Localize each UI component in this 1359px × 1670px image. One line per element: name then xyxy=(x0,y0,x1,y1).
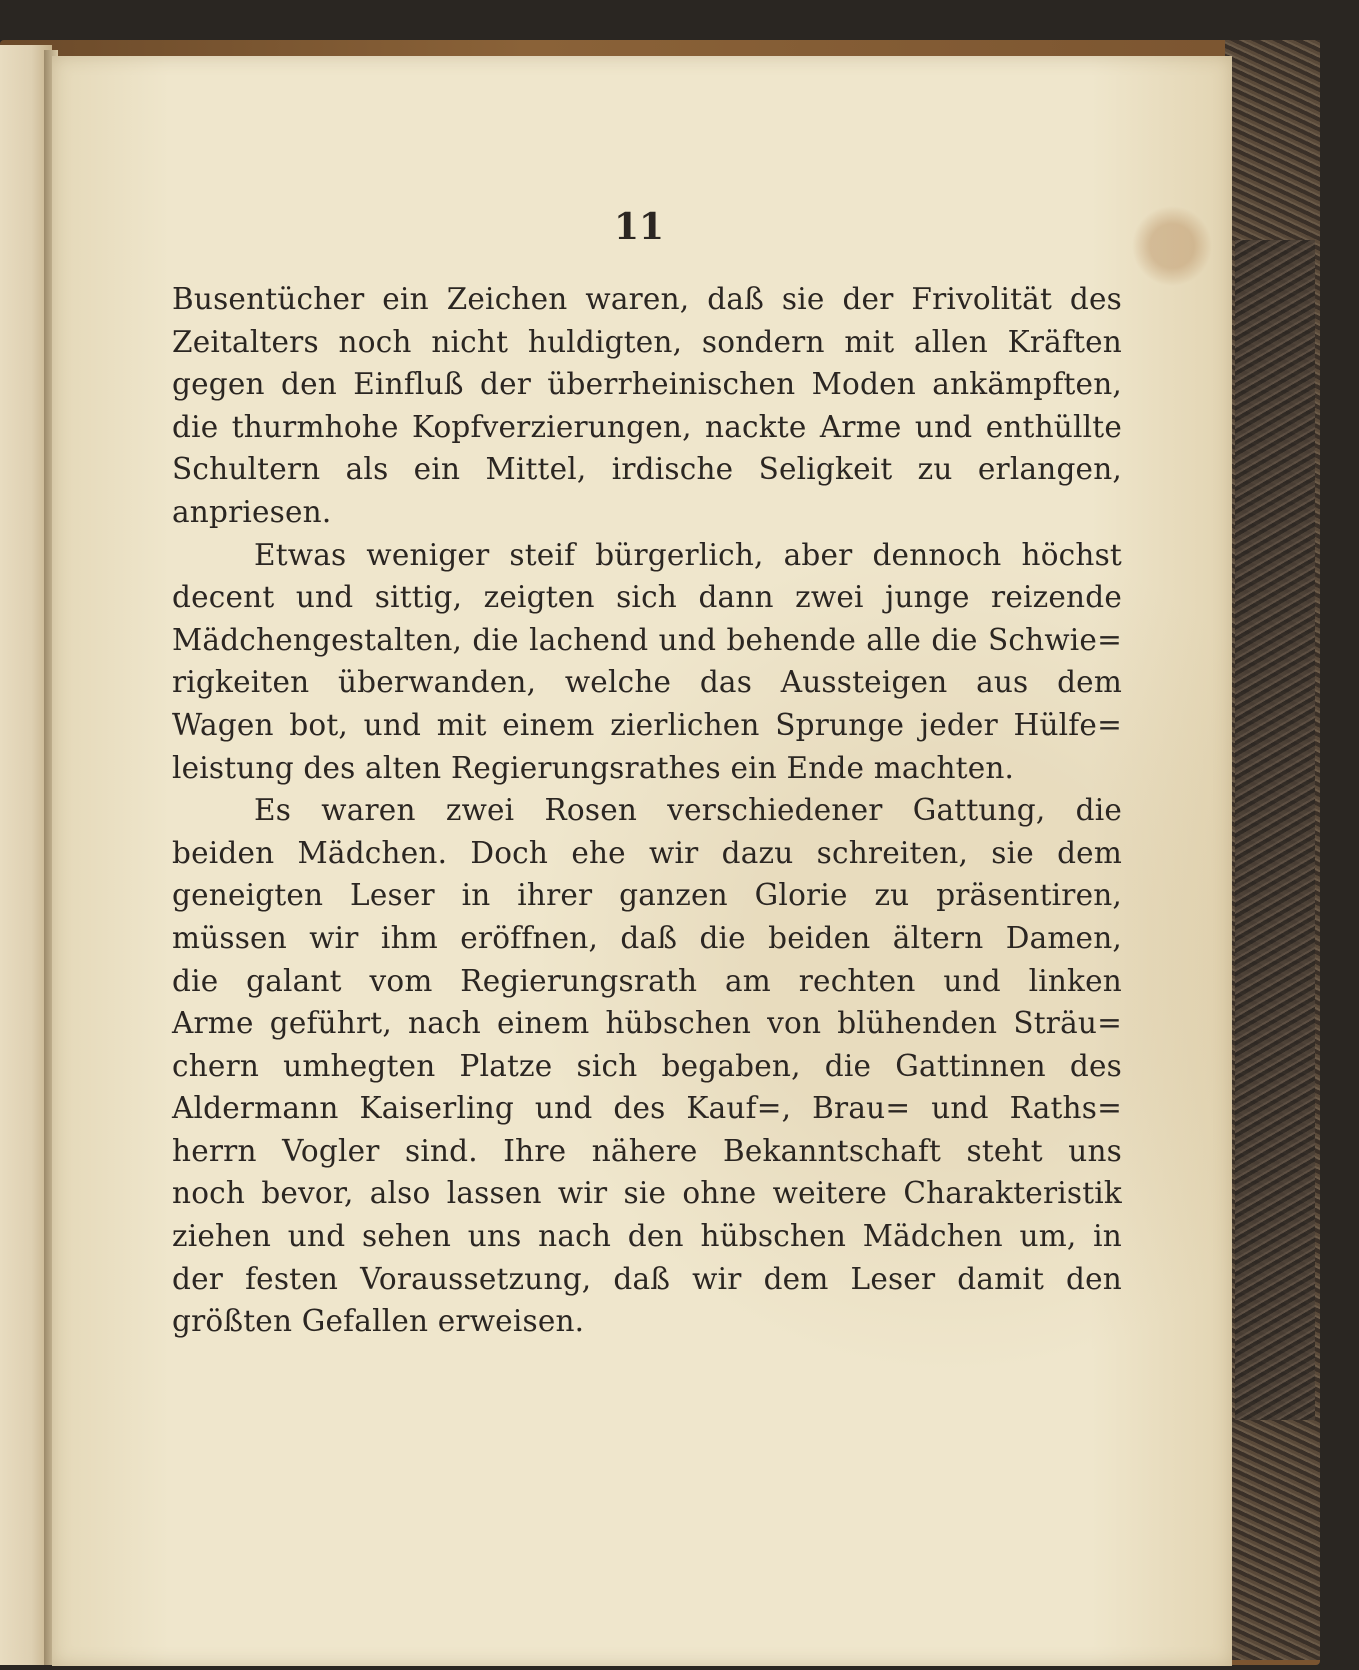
text-line: geneigten Leser in ihrer ganzen Glorie zu präsentiren, xyxy=(172,878,1122,913)
text-line: herrn Vogler sind. Ihre nähere Bekanntschaft steht uns xyxy=(172,1133,1122,1168)
text-line: müssen wir ihm eröffnen, daß die beiden ältern Damen, xyxy=(172,920,1122,955)
text-line: Aldermann Kaiserling und des Kauf=, Brau= und Raths= xyxy=(172,1091,1122,1126)
text-line: der festen Voraussetzung, daß wir dem Leser damit den xyxy=(172,1261,1122,1296)
text-line: rigkeiten überwanden, welche das Aussteigen aus dem xyxy=(172,665,1122,700)
text-line: gegen den Einfluß der überrheinischen Moden ankämpften, xyxy=(172,367,1122,402)
body-text xyxy=(172,278,1122,1343)
text-line: ziehen und sehen uns nach den hübschen Mädchen um, in xyxy=(172,1219,1122,1254)
text-line: beiden Mädchen. Doch ehe wir dazu schreiten, sie dem xyxy=(172,835,1122,870)
text-line: noch bevor, also lassen wir sie ohne weitere Charakteristik xyxy=(172,1176,1122,1211)
text-line: leistung des alten Regierungsrathes ein Ende machten. xyxy=(172,750,1015,785)
text-line: Es waren zwei Rosen verschiedener Gattung, die xyxy=(254,793,1122,828)
page xyxy=(52,56,1232,1666)
text-line: Zeitalters noch nicht huldigten, sondern mit allen Kräften xyxy=(172,324,1122,359)
text-line: Etwas weniger steif bürgerlich, aber dennoch höchst xyxy=(254,537,1122,572)
text-line: chern umhegten Platze sich begaben, die Gattinnen des xyxy=(172,1048,1122,1083)
text-line: anpriesen. xyxy=(172,494,332,529)
text-line: decent und sittig, zeigten sich dann zwei junge reizende xyxy=(172,580,1122,615)
text-line: Mädchengestalten, die lachend und behende alle die Schwie= xyxy=(172,622,1122,657)
cover-marbled-board xyxy=(1235,240,1315,1420)
page-number: 11 xyxy=(614,206,665,248)
text-line: Arme geführt, nach einem hübschen von blühenden Sträu= xyxy=(172,1006,1122,1041)
text-line: Schultern als ein Mittel, irdische Seligkeit zu erlangen, xyxy=(172,452,1122,487)
text-line: die galant vom Regierungsrath am rechten und linken xyxy=(172,963,1122,998)
text-line: größten Gefallen erweisen. xyxy=(172,1304,585,1339)
text-line: Wagen bot, und mit einem zierlichen Sprunge jeder Hülfe= xyxy=(172,707,1122,742)
text-line: die thurmhohe Kopfverzierungen, nackte Arme und enthüllte xyxy=(172,409,1122,444)
text-line: Busentücher ein Zeichen waren, daß sie der Frivolität des xyxy=(172,282,1122,316)
